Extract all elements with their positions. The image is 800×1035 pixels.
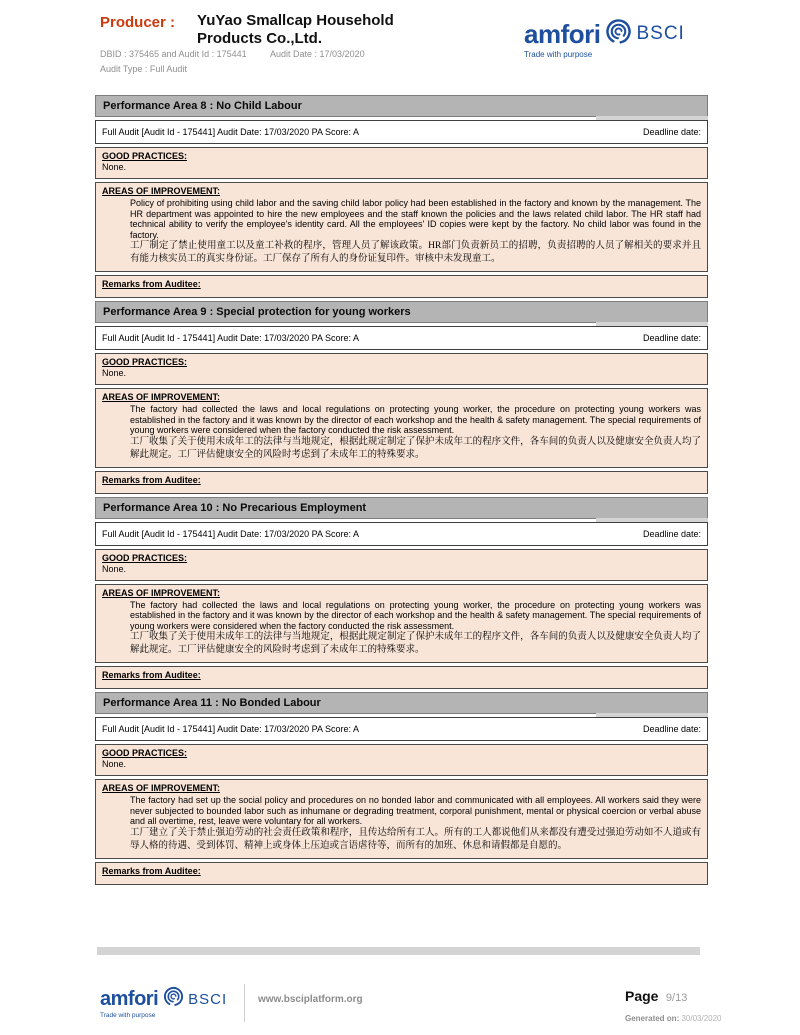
improvement-text-zh: 工厂制定了禁止使用童工以及童工补救的程序，管理人员了解该政策。HR部门负责新员工的招聘，负责招聘的人员了解相关的要求并且有能力核实员工的真实身份证。工厂保存了所有人的身份证复印件。审核中未发现童工。 [130, 241, 701, 264]
audit-meta-row [95, 326, 708, 350]
bsci-wordmark: BSCI [636, 23, 685, 44]
improvement-text-en: The factory had set up the social policy and procedures on no bonded labor and communicated with all employees. All workers said they were never subjected to bounded labor such as inhumane or degrading treatment, corporal punishment, mental or physical coercion or verbal abuse and all overtime, rest, leave were voluntary for all workers. [130, 795, 701, 826]
good-practices-value: None. [102, 759, 127, 769]
remarks-block [95, 275, 708, 298]
audit-type-text: Audit Type : Full Audit [100, 64, 187, 74]
logo-row [524, 18, 685, 50]
improvement-text-en: Policy of prohibiting using child labor and the saving child labor policy had been established in the factory and known by the management. The HR department was appointed to hire the new employees and the staff known the policies and the laws related child labor. The HR staff had technical ability to verify the employee's identity card. All the employees' ID copies were kept by the factory. No child labor was found in the factory. [130, 198, 701, 240]
producer-name-line1: YuYao Smallcap Household [197, 12, 394, 29]
performance-area-9-section [95, 301, 708, 494]
improvement-text [102, 404, 701, 462]
improvement-text-zh: 工厂收集了关于使用未成年工的法律与当地规定，根据此规定制定了保护未成年工的程序文件，各车间的负责人以及健康安全负责人均了解此规定。工厂评估健康安全的风险时考虑到了未成年工的特殊要求。 [130, 632, 701, 655]
areas-of-improvement-label: AREAS OF IMPROVEMENT: [102, 783, 221, 793]
performance-area-10-section [95, 497, 708, 690]
performance-area-11-section [95, 692, 708, 885]
bsci-wordmark: BSCI [188, 990, 228, 1008]
improvement-text-en: The factory had collected the laws and local regulations on protecting young worker, the procedure on protecting young workers was established in the factory and it was known by the director of each workshop and the health & safety management. The special requirements of young workers were considered when the factory conducted the risk assessment. [130, 599, 701, 631]
amfori-swirl-icon [605, 18, 632, 50]
brand-tagline: Trade with purpose [524, 50, 593, 59]
remarks-label: Remarks from Auditee: [102, 279, 201, 289]
producer-header [100, 12, 394, 48]
page-separator-bar [97, 947, 700, 955]
improvement-text-en: The factory had collected the laws and local regulations on protecting young worker, the procedure on protecting young workers was established in the factory and it was known by the director of each workshop and the health & safety management. The special requirements of young workers were considered when the factory conducted the risk assessment. [130, 404, 701, 435]
good-practices-block [95, 147, 708, 179]
remarks-label: Remarks from Auditee: [102, 670, 201, 680]
improvement-text [102, 795, 701, 853]
remarks-block [95, 862, 708, 885]
deadline-date-label: Deadline date: [642, 724, 701, 734]
areas-of-improvement-label: AREAS OF IMPROVEMENT: [102, 392, 221, 402]
amfori-swirl-icon [163, 986, 184, 1012]
footer-amfori-bsci-logo [100, 986, 227, 1019]
areas-of-improvement-block [95, 388, 708, 468]
good-practices-label: GOOD PRACTICES: [102, 151, 188, 161]
audit-meta-row [95, 120, 708, 144]
areas-of-improvement-block [95, 584, 708, 664]
performance-area-8-section [95, 95, 708, 298]
page-label: Page [625, 988, 659, 1004]
good-practices-label: GOOD PRACTICES: [102, 552, 188, 563]
producer-name-line2: Products Co.,Ltd. [197, 30, 323, 47]
footer-divider [244, 984, 245, 1022]
audit-meta-row [95, 717, 708, 741]
brand-tagline: Trade with purpose [100, 1012, 156, 1019]
deadline-date-label: Deadline date: [642, 333, 701, 343]
good-practices-label: GOOD PRACTICES: [102, 357, 188, 367]
producer-label: Producer : [100, 14, 176, 31]
improvement-text [102, 198, 701, 266]
sections-container [95, 95, 708, 888]
amfori-bsci-logo [524, 18, 685, 59]
bsci-platform-link[interactable]: www.bsciplatform.org [258, 994, 363, 1005]
generated-value: 30/03/2020 [681, 1014, 722, 1023]
amfori-wordmark: amfori [100, 987, 159, 1010]
areas-of-improvement-block [95, 779, 708, 859]
page-number [625, 988, 687, 1006]
good-practices-label: GOOD PRACTICES: [102, 748, 188, 758]
improvement-text-zh: 工厂建立了关于禁止强迫劳动的社会责任政策和程序，且传达给所有工人。所有的工人都说他们从来都没有遭受过强迫劳动如不人道或有辱人格的待遇、受到体罚、精神上或身体上压迫或言语虐待等，而所有的加班、休息和请假都是自愿的。 [130, 827, 701, 851]
audit-meta-text: Full Audit [Audit Id - 175441] Audit Date: 17/03/2020 PA Score: A [102, 724, 360, 734]
good-practices-value: None. [102, 563, 127, 574]
audit-date-text: Audit Date : 17/03/2020 [270, 49, 365, 59]
logo-row [100, 986, 227, 1012]
audit-meta-line [100, 49, 365, 59]
section-title: Performance Area 10 : No Precarious Employment [95, 497, 708, 519]
section-title: Performance Area 8 : No Child Labour [95, 95, 708, 117]
remarks-label: Remarks from Auditee: [102, 474, 201, 485]
remarks-block [95, 666, 708, 689]
deadline-date-label: Deadline date: [642, 127, 701, 137]
good-practices-block [95, 744, 708, 776]
remarks-block [95, 471, 708, 494]
areas-of-improvement-block [95, 182, 708, 272]
audit-meta-text: Full Audit [Audit Id - 175441] Audit Date: 17/03/2020 PA Score: A [102, 528, 360, 539]
areas-of-improvement-label: AREAS OF IMPROVEMENT: [102, 587, 221, 598]
audit-meta-text: Full Audit [Audit Id - 175441] Audit Date: 17/03/2020 PA Score: A [102, 127, 360, 137]
section-title: Performance Area 11 : No Bonded Labour [95, 692, 708, 714]
amfori-wordmark: amfori [524, 18, 601, 49]
good-practices-block [95, 353, 708, 385]
good-practices-value: None. [102, 162, 127, 172]
improvement-text-zh: 工厂收集了关于使用未成年工的法律与当地规定，根据此规定制定了保护未成年工的程序文件，各车间的负责人以及健康安全负责人均了解此规定。工厂评估健康安全的风险时考虑到了未成年工的特殊要求。 [130, 436, 701, 460]
generated-on [625, 1014, 722, 1023]
good-practices-value: None. [102, 368, 127, 378]
producer-name [197, 12, 394, 48]
section-title: Performance Area 9 : Special protection for young workers [95, 301, 708, 323]
improvement-text [102, 600, 701, 658]
remarks-label: Remarks from Auditee: [102, 865, 201, 876]
generated-label: Generated on: [625, 1014, 680, 1023]
areas-of-improvement-label: AREAS OF IMPROVEMENT: [102, 186, 221, 196]
deadline-date-label: Deadline date: [642, 528, 701, 539]
dbid-text: DBID : 375465 and Audit Id : 175441 [100, 49, 247, 59]
audit-meta-text: Full Audit [Audit Id - 175441] Audit Date: 17/03/2020 PA Score: A [102, 333, 360, 343]
good-practices-block [95, 549, 708, 581]
audit-meta-row [95, 522, 708, 546]
page-value: 9/13 [665, 992, 688, 1004]
